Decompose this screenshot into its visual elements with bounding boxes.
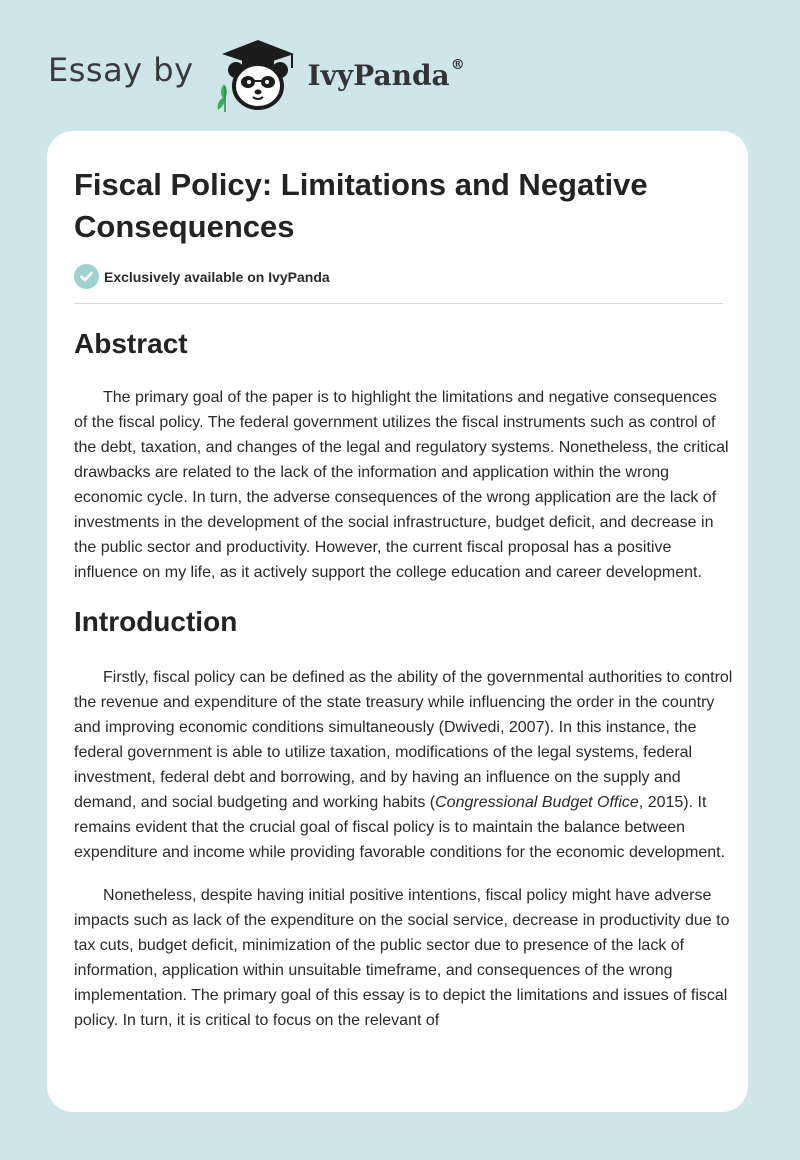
introduction-heading: Introduction [74, 606, 238, 637]
exclusive-badge [74, 264, 330, 289]
essay-body [74, 325, 734, 1033]
brand-prefix: Essay by [48, 51, 194, 89]
introduction-paragraph-1: Firstly, fiscal policy can be defined as the ability of the governmental authorities to control the revenue and expenditure of the state treasury while influencing the order in the country and improving economic conditions simultaneously (Dwivedi, 2007). In this instance, the federal government is able to utilize taxation, modifications of the legal systems, federal investment, federal debt and borrowing, and by having an influence on the supply and demand, and social budgeting and working habits (Congressional Budget Office, 2015). It remains evident that the crucial goal of fiscal policy is to maintain the balance between expenditure and income while providing favorable conditions for the economic development. [74, 669, 733, 861]
essay-card [47, 131, 748, 1112]
divider [74, 303, 723, 304]
brand-name: IvyPanda® [307, 56, 465, 92]
essay-title: Fiscal Policy: Limitations and Negative Consequences [74, 167, 648, 244]
check-circle-icon [74, 264, 99, 289]
brand-header[interactable] [48, 34, 465, 114]
abstract-heading: Abstract [74, 328, 188, 359]
abstract-paragraph: The primary goal of the paper is to highlight the limitations and negative consequences of the fiscal policy. The federal government utilizes the fiscal instruments such as control of the debt, taxation, and changes of the legal and regulatory systems. Nonetheless, the critical drawbacks are related to the lack of the information and application within the wrong economic cycle. In turn, the adverse consequences of the wrong application are the lack of investments in the development of the social infrastructure, budget deficit, and decrease in the public sector and productivity. However, the current fiscal proposal has a positive influence on my life, as it actively support the college education and career development. [74, 389, 729, 581]
introduction-paragraph-2: Nonetheless, despite having initial positive intentions, fiscal policy might have adverse impacts such as lack of the expenditure on the social service, decrease in productivity due to tax cuts, budget deficit, minimization of the public sector due to presence of the lack of information, application within unsuitable timeframe, and consequences of the wrong implementation. The primary goal of this essay is to depict the limitations and issues of fiscal policy. In turn, it is critical to focus on the relevant of [74, 887, 730, 1029]
exclusive-label: Exclusively available on IvyPanda [104, 268, 330, 285]
panda-graduate-icon [212, 34, 304, 114]
